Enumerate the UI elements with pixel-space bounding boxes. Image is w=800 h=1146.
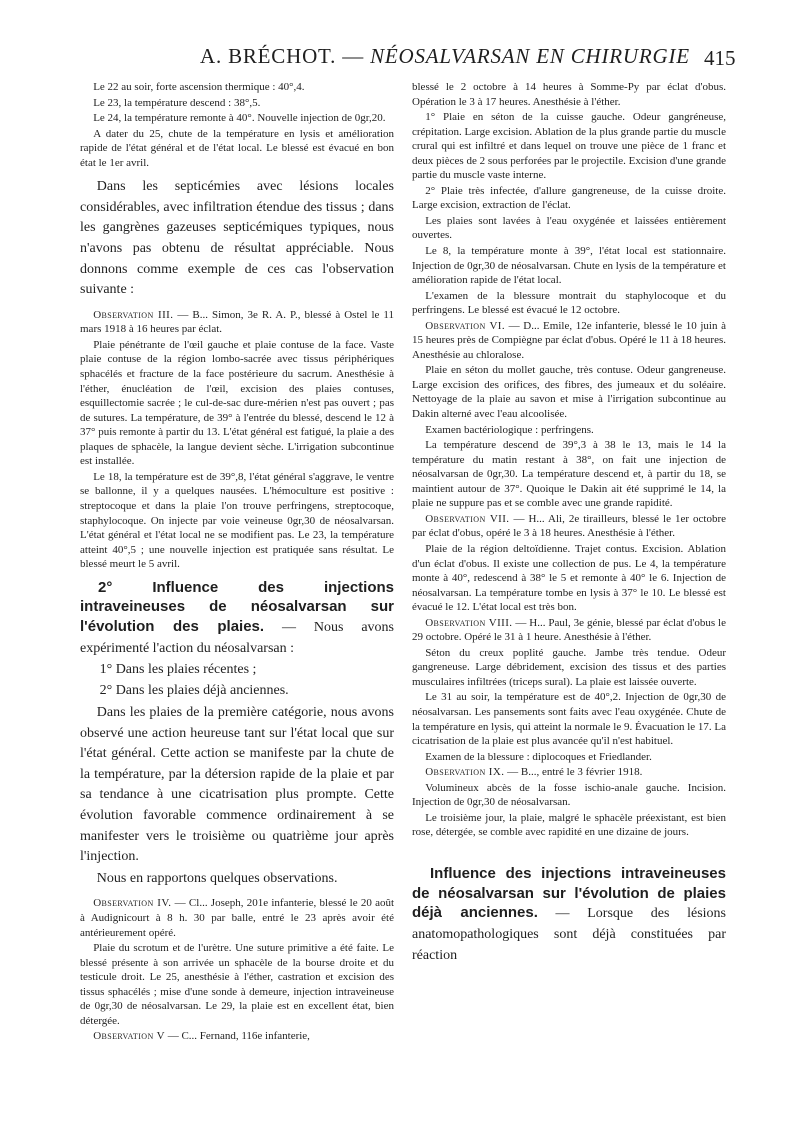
paragraph: Les plaies sont lavées à l'eau oxygénée et laissées entièrement ouvertes. xyxy=(412,214,726,242)
paragraph: Nous en rapportons quelques observations. xyxy=(96,870,338,886)
paragraph: Le 23, la température descend : 38°,5. xyxy=(93,96,261,109)
observation-heading xyxy=(80,1029,394,1044)
left-column xyxy=(80,80,394,1045)
observation-heading xyxy=(412,512,726,541)
right-column xyxy=(412,80,726,967)
paragraph: 2° Plaie très infectée, d'allure gangreneuse, de la cuisse droite. Large excision, extraction de l'éclat. xyxy=(412,184,726,212)
paragraph: blessé le 2 octobre à 14 heures à Somme-Py par éclat d'obus. Opération le 3 à 17 heures. Anesthésie à l'éther. xyxy=(412,81,726,108)
paragraph: L'examen de la blessure montrait du staphylocoque et du perfringens. Le blessé est évacué le 12 octobre. xyxy=(412,289,726,317)
observation-label: Observation VIII. xyxy=(425,616,513,629)
paragraph: 1° Plaie en séton de la cuisse gauche. Odeur gangréneuse, crépitation. Large excision. Ablation de la plus grande partie du muscle crural qui est infiltré et dans lequel on trouve une pièce de 1 franc et deux pièces de 2 sous perforées par le projectile. Excision d'une grande partie du muscle vaste interne. xyxy=(412,111,726,182)
paragraph: Plaie de la région deltoïdienne. Trajet contus. Excision. Ablation d'un éclat d'obus. Il existe une collection de pus. Le 4, la température monte à 40°, redescend à 38° le 5 et remonte à 40° le 6. Injection de néosalvarsan. La température tombe en lysis à 37° le 10. Le blessé est évacué le 12. L'état local est très bon. xyxy=(412,542,726,614)
observation-text: — B..., entré le 3 février 1918. xyxy=(504,766,643,779)
section-heading-title: 2° Influence des injections intraveineuses de néosalvarsan sur l'évolution des plaies. xyxy=(80,578,394,636)
section-heading-continuation: — Nous avons expérimenté l'action du néosalvarsan : xyxy=(80,620,394,657)
observation-label: Observation VII. xyxy=(425,512,510,525)
paragraph: Dans les plaies de la première catégorie, nous avons observé une action heureuse tant sur l'état local que sur l'état général. Cette action se manifeste par la chute de la température, par la détersion rapide de la plaie et par sa tendance à une cicatrisation plus prompte. Cette évolution favorable commence ordinairement à se manifester vers le troisième ou quatrième jour après l'injection. xyxy=(80,705,394,865)
observation-label: Observation IX. xyxy=(425,766,505,779)
observation-label: Observation VI. xyxy=(425,319,506,332)
paragraph: Le troisième jour, la plaie, malgré le sphacèle préexistant, est bien rose, détergée, se comble avec rapidité en une dizaine de jours. xyxy=(412,811,726,839)
section-heading-block xyxy=(80,578,394,659)
header-title: NÉOSALVARSAN EN CHIRURGIE xyxy=(370,44,690,68)
observation-label: Observation V xyxy=(93,1030,165,1043)
list-item: 2° Dans les plaies déjà anciennes. xyxy=(99,683,289,699)
paragraph: Le 24, la température remonte à 40°. Nouvelle injection de 0gr,20. xyxy=(93,112,386,125)
observation-heading xyxy=(412,765,726,780)
header-dash: — xyxy=(342,44,365,68)
observation-heading xyxy=(412,319,726,363)
observation-text: — H... Paul, 3e génie, blessé par éclat d'obus le 29 octobre. Opéré le 31 à 1 heure. Anesthésie à l'éther. xyxy=(412,616,726,644)
paragraph: Plaie en séton du mollet gauche, très contuse. Odeur gangreneuse. Large excision des orifices, des fibres, des jumeaux et du soléaire. Nettoyage de la plaie au savon et mise à l'irrigation subcontinue au Dakin alterné avec l'eau alcoolisée. xyxy=(412,364,726,421)
paragraph: Plaie pénétrante de l'œil gauche et plaie contuse de la face. Vaste plaie contuse de la région lombo-sacrée avec tissus périphériques sphacélés et fracture de la face postérieure du sacrum. Anesthésie à l'éther, énucléation de l'œil, excision des plaies contuses, esquillectomie sacrée ; le cul-de-sac dure-mérien n'est pas ouvert ; pas de sutures. La température, de 39° à l'entrée du blessé, descend le 12 à 37° puis remonte à partir du 13. L'état général est fatigué, la plaie a des plaques de sphacèle, la langue devient sèche. L'irrigation subcontinue est installée. xyxy=(80,338,394,468)
paragraph: Dans les septicémies avec lésions locales considérables, avec infiltration étendue des tissus ; dans les gangrènes gazeuses septicémiques typiques, nous n'avons pas obtenu de résultat appréciable. Nous donnons comme exemple de ces cas l'observation suivante : xyxy=(80,179,394,298)
paragraph: Le 8, la température monte à 39°, l'état local est stationnaire. Injection de 0gr,30 de néosalvarsan. Chute en lysis de la température et amélioration rapide de l'état local. xyxy=(412,245,726,287)
paragraph: Examen bactériologique : perfringens. xyxy=(425,423,594,436)
paragraph: Le 18, la température est de 39°,8, l'état général s'aggrave, le ventre se ballonne, il y a quelques nausées. L'hémoculture est positive : streptocoque et dans la plaie l'on trouve perfringens, streptocoque, staphylocoque. On injecte par voie veineuse 0gr,30 de néosalvarsan. L'état général et l'état local ne se modifient pas. Le 23, la température atteint 40°,5 ; une nouvelle injection est pratiquée sans résultat. Le blessé meurt le 5 avril. xyxy=(80,470,394,571)
section-heading-continuation: — Lorsque des lésions anatomopathologiques sont déjà constituées par réaction xyxy=(412,906,726,964)
observation-heading xyxy=(80,896,394,940)
paragraph: A dater du 25, chute de la température en lysis et amélioration rapide de l'état général et de l'état local. Le blessé est évacué en bon état le 1er avril. xyxy=(80,127,394,169)
observation-heading xyxy=(80,308,394,337)
observation-label: Observation III. xyxy=(93,308,174,321)
section-heading-title: Influence des injections intraveineuses de néosalvarsan sur l'évolution de plaies déjà anciennes. xyxy=(412,864,726,922)
paragraph: La température descend de 39°,3 à 38 le 13, mais le 14 la température du matin restant à 38°, on fait une injection de néosalvarsan de 0gr,30. La température descend et, à partir du 18, se maintient autour de 37°. Quoique le Dakin ait été supprimé le 14, la plaie ne suppure pas et se comble avec une grande rapidité. xyxy=(412,439,726,510)
observation-text: — H... Ali, 2e tirailleurs, blessé le 1er octobre par éclat d'obus, opéré le 3 à 18 heures. Anesthésie à l'éther. xyxy=(412,512,726,540)
observation-text: — Cl... Joseph, 201e infanterie, blessé le 20 août à Audignicourt à 8 h. 30 par balle, entré le 23 après avoir été antérieurement opéré. xyxy=(80,897,395,939)
observation-text: — C... Fernand, 116e infanterie, xyxy=(164,1030,310,1043)
section-heading-block xyxy=(412,864,726,966)
header-author: A. BRÉCHOT. xyxy=(200,44,337,68)
observation-heading xyxy=(412,616,726,645)
section-heading xyxy=(412,864,726,966)
paragraph: Le 22 au soir, forte ascension thermique : 40°,4. xyxy=(93,81,305,93)
paragraph: Examen de la blessure : diplocoques et Friedlander. xyxy=(425,750,652,763)
paragraph: Plaie du scrotum et de l'urètre. Une suture primitive a été faite. Le blessé présente à son arrivée un sphacèle de la bourse droite et du testicule droit. Le 25, anesthésie à l'éther, castration et excision des tissus sphacélés ; mise d'une sonde à demeure, injection intraveineuse de 0gr,30 de néosalvarsan. Le 29, la plaie est en excellent état, bien détergée. xyxy=(80,942,394,1027)
section-heading xyxy=(80,578,394,659)
paragraph: Le 31 au soir, la température est de 40°,2. Injection de 0gr,30 de néosalvarsan. Les pansements sont faits avec l'eau oxygénée. Chute de la température en lysis, qui atteint la normale le 9. Évacuation le 17. La cicatrisation de la plaie est plus avancée qu'il n'est habituel. xyxy=(412,691,726,748)
paragraph: Volumineux abcès de la fosse ischio-anale gauche. Incision. Injection de 0gr,30 de néosalvarsan. xyxy=(412,781,726,809)
running-header xyxy=(0,0,800,80)
observation-label: Observation IV. xyxy=(93,897,172,910)
observation-text: — D... Emile, 12e infanterie, blessé le 10 juin à 15 heures près de Compiègne par éclat d'obus. Opéré le 11 à 18 heures. Anesthésie au chloralose. xyxy=(412,319,726,361)
observation-text: — B... Simon, 3e R. A. P., blessé à Ostel le 11 mars 1918 à 16 heures par éclat. xyxy=(80,308,394,336)
paragraph: Séton du creux poplité gauche. Jambe très tendue. Odeur gangreneuse. Large débridement, excision des tissus et des parties musculaires infiltrées (triceps sural). La plaie est laissée ouverte. xyxy=(412,646,726,688)
list-item: 1° Dans les plaies récentes ; xyxy=(99,661,257,677)
running-title xyxy=(200,44,690,69)
page-number: 415 xyxy=(704,46,736,70)
